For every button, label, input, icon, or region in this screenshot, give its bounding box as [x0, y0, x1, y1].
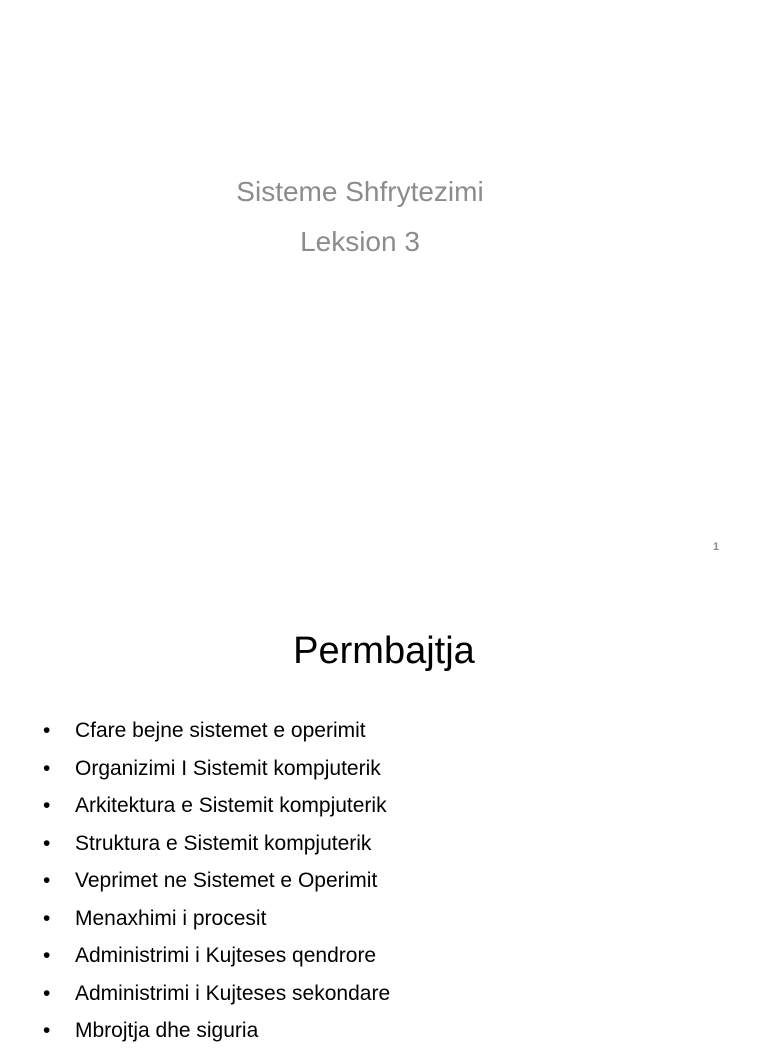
- page-number: 1: [712, 541, 720, 553]
- bullet-icon: •: [43, 794, 51, 817]
- bullet-icon: •: [43, 756, 51, 780]
- slide-2: [0, 576, 768, 1042]
- list-item-text: Cfare bejne sistemet e operimit: [75, 719, 366, 742]
- bullet-icon: •: [43, 944, 51, 967]
- list-item-text: Struktura e Sistemit kompjuterik: [75, 831, 372, 855]
- list-item-text: Menaxhimi i procesit: [75, 906, 267, 930]
- slide-subtitle: Leksion 3: [300, 226, 420, 257]
- bullet-icon: •: [43, 831, 51, 855]
- list-item-text: Mbrojtja dhe siguria: [75, 1019, 259, 1042]
- list-item-text: Organizimi I Sistemit kompjuterik: [75, 756, 381, 780]
- list-item-text: Administrimi i Kujteses qendrore: [75, 944, 377, 967]
- list-item-text: Arkitektura e Sistemit kompjuterik: [75, 794, 387, 817]
- list-item-text: Veprimet ne Sistemet e Operimit: [75, 869, 378, 892]
- bullet-icon: •: [43, 869, 51, 892]
- bullet-icon: •: [43, 906, 51, 930]
- bullet-icon: •: [43, 981, 51, 1005]
- slide-heading: Permbajtja: [293, 630, 475, 672]
- bullet-icon: •: [43, 1019, 51, 1042]
- list-item-text: Administrimi i Kujteses sekondare: [75, 981, 391, 1005]
- slide-title: Sisteme Shfrytezimi: [236, 176, 484, 207]
- bullet-icon: •: [43, 719, 51, 742]
